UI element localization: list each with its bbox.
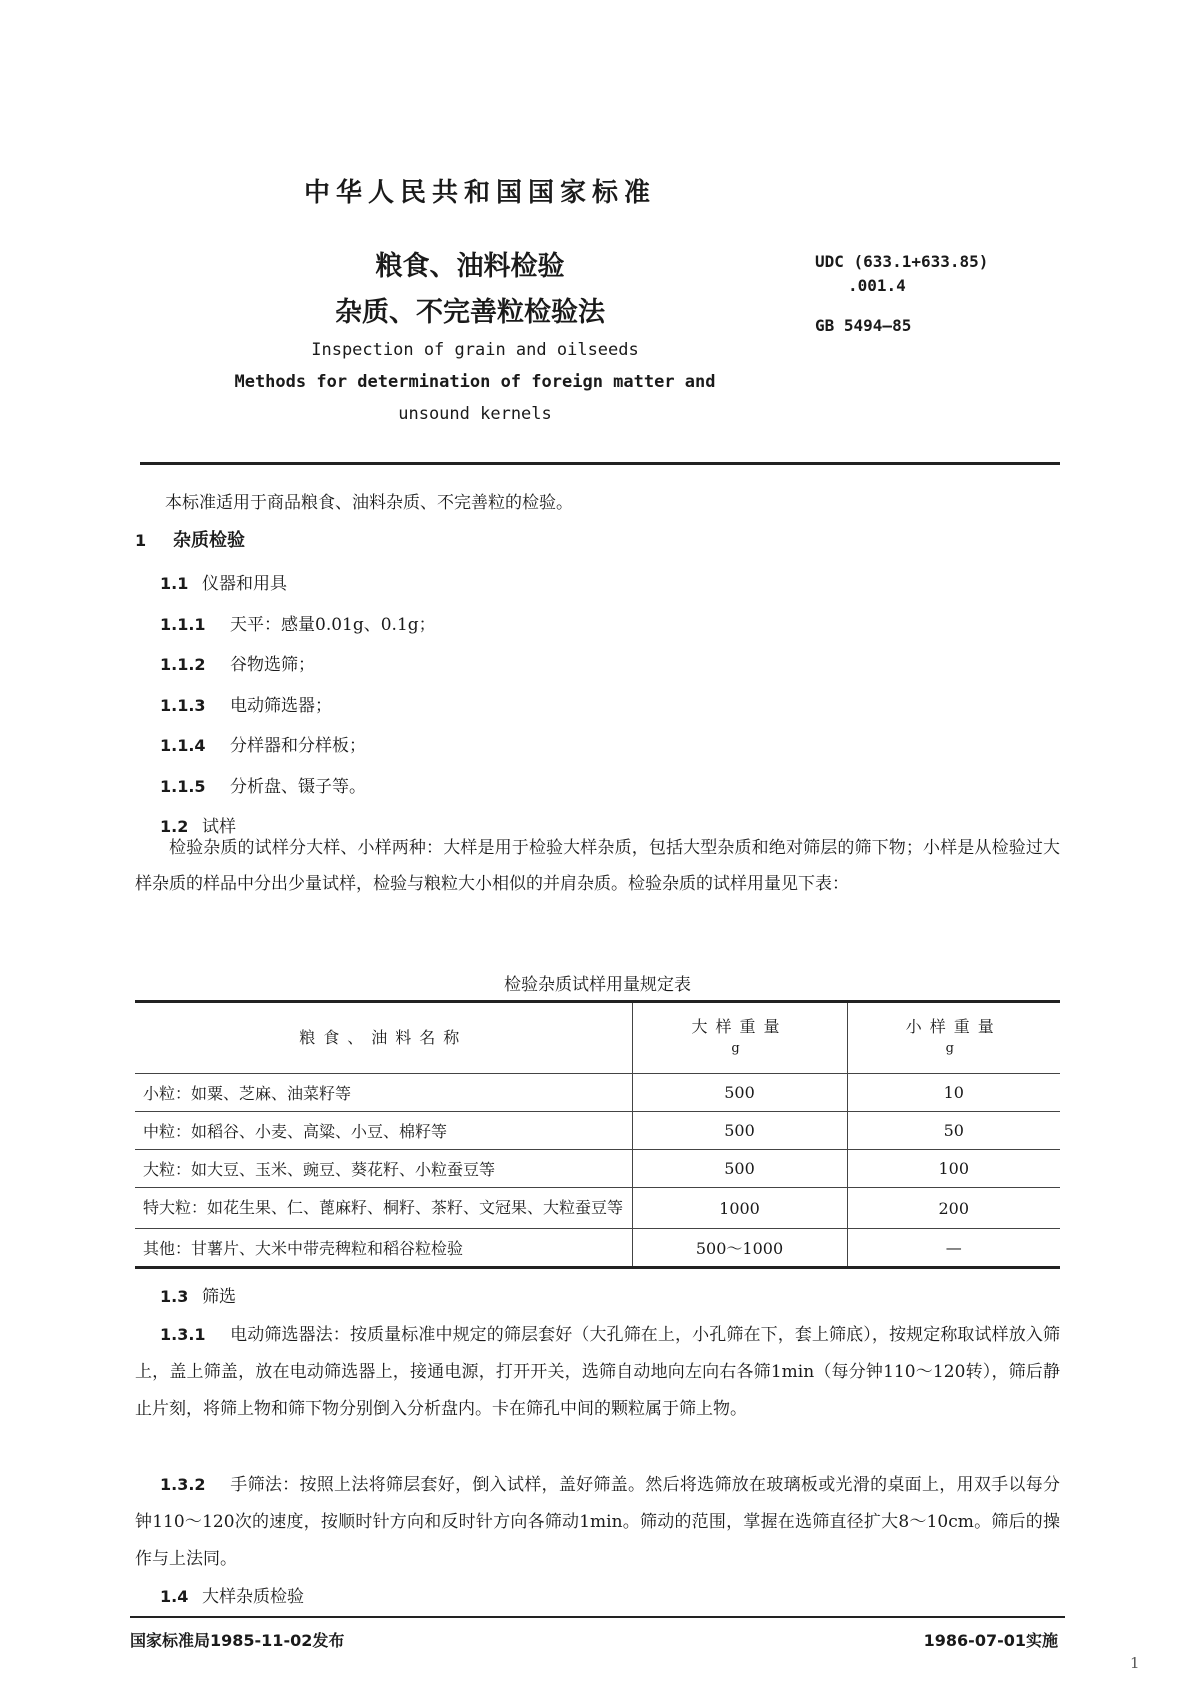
udc-code: UDC (633.1+633.85) [815, 252, 989, 271]
issuing-organization: 中华人民共和国国家标准 [303, 178, 656, 208]
list-item: 1.2 试样 [160, 817, 236, 837]
header-rule [140, 462, 1060, 465]
title-en-line1: Inspection of grain and oilseeds [311, 340, 639, 360]
item-list [160, 564, 436, 848]
table-caption: 检验杂质试样用量规定表 [504, 975, 691, 995]
list-item: 1.1.3 电动筛选器； [160, 695, 332, 716]
title-en-line3: unsound kernels [398, 404, 552, 424]
list-item: 1.1 仪器和用具 [160, 574, 287, 594]
list-item: 1.1.5 分析盘、镊子等。 [160, 776, 366, 797]
page-number: 1 [1130, 1654, 1140, 1672]
intro-text: 本标准适用于商品粮食、油料杂质、不完善粒的检验。 [165, 493, 573, 513]
title-cn-line1: 粮食、油料检验 [375, 251, 565, 282]
section-heading: 1 杂质检验 [135, 530, 245, 551]
sample-paragraph: 检验杂质的试样分大样、小样两种：大样是用于检验大样杂质，包括大型杂质和绝对筛层的筛下物；小样是从检验过大样杂质的样品中分出少量试样，检验与粮粒大小相似的并肩杂质。检验杂质的试样用量见下表： [135, 838, 1060, 894]
sample-quantity-table [135, 1000, 1060, 1269]
section-1-3: 1.3 筛选 [160, 1287, 236, 1307]
footer-rule [130, 1616, 1065, 1618]
section-1-4: 1.4 大样杂质检验 [160, 1587, 304, 1607]
table-row: 特大粒：如花生果、仁、蓖麻籽、桐籽、茶籽、文冠果、大粒蚕豆等 1000 200 [135, 1188, 1060, 1229]
section-1-3-1: 1.3.1 电动筛选器法：按质量标准中规定的筛层套好（大孔筛在上，小孔筛在下，套上筛底），按规定称取试样放入筛上，盖上筛盖，放在电动筛选器上，接通电源，打开开关，选筛自动地向左向右各筛1min（每分钟110～120转），筛后静止片刻，将筛上物和筛下物分别倒入分析盘内。卡在筛孔中间的颗粒属于筛上物。 [135, 1325, 1060, 1419]
table-row: 其他：甘薯片、大米中带壳稗粒和稻谷粒检验 500～1000 — [135, 1229, 1060, 1267]
udc-code-cont: .001.4 [848, 276, 906, 295]
title-en-line2: Methods for determination of foreign matter and [234, 372, 716, 392]
col-header-large: 大样重量 g [632, 1003, 847, 1074]
title-cn-line2: 杂质、不完善粒检验法 [335, 297, 605, 328]
effective-date: 1986-07-01实施 [923, 1631, 1058, 1650]
col-header-small: 小样重量 g [847, 1003, 1060, 1074]
table-row: 大粒：如大豆、玉米、豌豆、葵花籽、小粒蚕豆等 500 100 [135, 1150, 1060, 1188]
col-header-name: 粮食、油料名称 [299, 1028, 468, 1047]
list-item: 1.1.4 分样器和分样板； [160, 736, 366, 756]
list-item: 1.1.2 谷物选筛； [160, 655, 315, 675]
table-row: 小粒：如粟、芝麻、油菜籽等 500 10 [135, 1074, 1060, 1112]
gb-number: GB 5494—85 [815, 316, 912, 335]
issue-date: 国家标准局1985-11-02发布 [130, 1631, 345, 1650]
table-row: 中粒：如稻谷、小麦、高粱、小豆、棉籽等 500 50 [135, 1112, 1060, 1150]
list-item: 1.1.1 天平：感量0.01g、0.1g； [160, 614, 436, 635]
section-1-3-2: 1.3.2 手筛法：按照上法将筛层套好，倒入试样，盖好筛盖。然后将选筛放在玻璃板或光滑的桌面上，用双手以每分钟110～120次的速度，按顺时针方向和反时针方向各筛动1min。筛动的范围，掌握在选筛直径扩大8～10cm。筛后的操作与上法同。 [135, 1475, 1060, 1569]
